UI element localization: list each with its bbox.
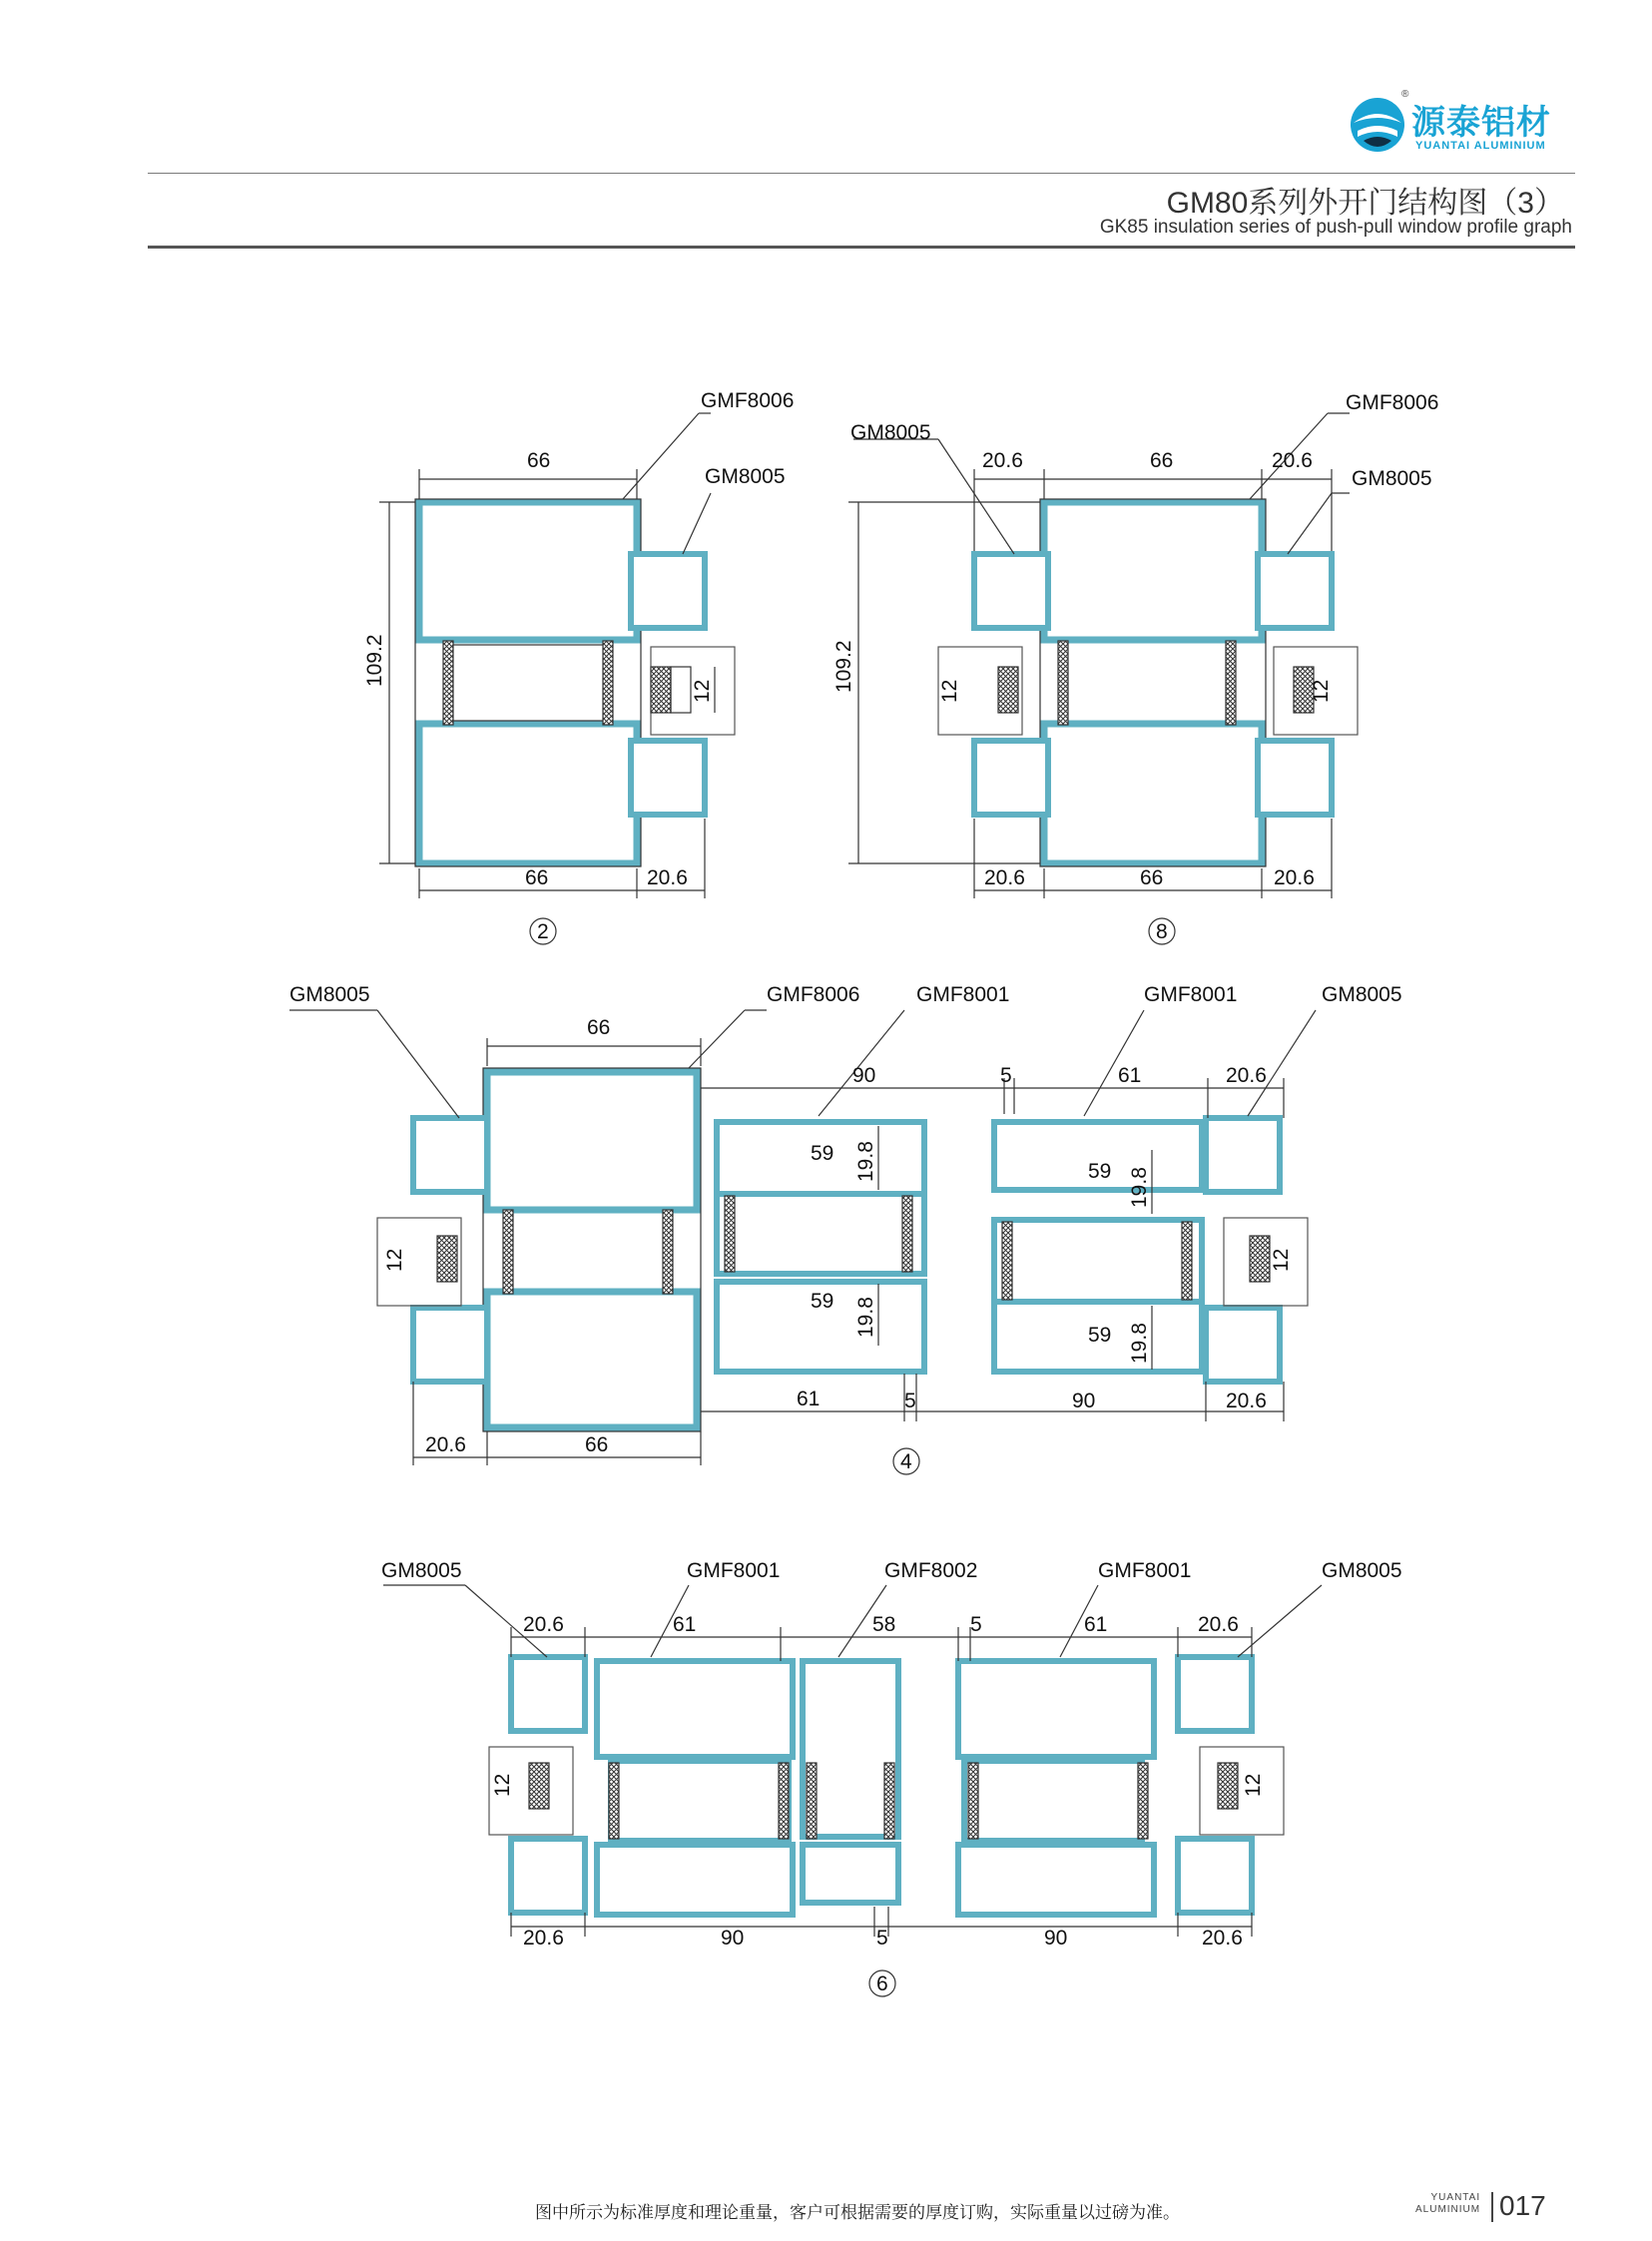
fig2-label-gm8005: GM8005 (705, 465, 786, 488)
registered-mark: ® (1401, 89, 1409, 100)
fig4-dim-bottom-206-left: 20.6 (425, 1433, 466, 1456)
fig4-dim-inner-198-a: 19.8 (854, 1141, 877, 1182)
fig4-label-gmf8001-a: GMF8001 (916, 983, 1010, 1006)
fig8-dim-top-width: 66 (1150, 449, 1174, 472)
side-profile-right-lower (1258, 741, 1332, 815)
fig8-number-badge (1149, 918, 1175, 944)
fig4-dim-glass-right: 12 (1270, 1248, 1293, 1272)
thermal-break-left (443, 641, 453, 725)
thermal-break-right (603, 641, 613, 725)
sash-middle (453, 645, 603, 721)
footer-brand-line1: YUANTAI (1430, 2192, 1481, 2203)
fig8-label-gm8005-left: GM8005 (850, 421, 931, 444)
right-glass-seal (1218, 1763, 1238, 1809)
fig2-number-badge (530, 918, 556, 944)
fig4-number: 4 (900, 1450, 912, 1473)
fig6-dim-bottom-206-right: 20.6 (1202, 1927, 1243, 1950)
fig2-dim-height: 109.2 (363, 634, 386, 687)
fig6-label-gmf8001-right: GMF8001 (1098, 1559, 1192, 1582)
thermal-break-left (1058, 641, 1068, 725)
left-break-a (503, 1210, 513, 1294)
center-break-a (807, 1763, 817, 1839)
brand-name-en: YUANTAI ALUMINIUM (1415, 140, 1546, 152)
thermal-break-right (1226, 641, 1236, 725)
fig2-dim-bottom-width: 66 (525, 866, 549, 889)
glass-pane (671, 667, 691, 713)
left-glass-seal (437, 1236, 457, 1282)
fig2-label-gmf8006: GMF8006 (701, 389, 795, 412)
fig8-dim-top-left: 20.6 (982, 449, 1023, 472)
fig4-label-gm8005-right: GM8005 (1322, 983, 1402, 1006)
right-side-lower (1178, 1839, 1252, 1913)
fig4-dim-glass-left: 12 (383, 1248, 406, 1272)
fig4-dim-bottom-66: 66 (585, 1433, 609, 1456)
fig6-label-gm8005-left: GM8005 (381, 1559, 462, 1582)
fig4-dim-bottom-90: 90 (1072, 1390, 1096, 1412)
fig6-number: 6 (876, 1972, 888, 1995)
fig8-dim-bottom-width: 66 (1140, 866, 1164, 889)
left-side-lower (511, 1839, 585, 1913)
page-title: GM80系列外开门结构图（3） (1166, 187, 1564, 220)
fig4-label-gmf8006: GMF8006 (767, 983, 860, 1006)
left-side-lower (413, 1308, 487, 1382)
fig8-dim-bottom-left: 20.6 (984, 866, 1025, 889)
fig6-label-gmf8002: GMF8002 (884, 1559, 978, 1582)
fig2-dim-glass: 12 (691, 679, 714, 703)
mullion-break-b (902, 1196, 912, 1272)
fig4-dim-top-206: 20.6 (1226, 1064, 1267, 1087)
left-break-a (609, 1763, 619, 1839)
left-sash-lower (487, 1292, 697, 1427)
fig6-dim-bottom-90-left: 90 (721, 1927, 745, 1950)
fig6-dim-bottom-5: 5 (876, 1927, 888, 1950)
fig2-number: 2 (537, 920, 549, 943)
fig4-dim-inner-198-d: 19.8 (1128, 1323, 1151, 1364)
footer-separator (1491, 2192, 1493, 2222)
side-profile-left-lower (974, 741, 1048, 815)
left-break-b (663, 1210, 673, 1294)
fig2-dim-bottom-side: 20.6 (647, 866, 688, 889)
fig2-dim-top-width: 66 (527, 449, 551, 472)
figure-6 (383, 1585, 1322, 1937)
side-profile-right-upper (1258, 554, 1332, 628)
page-subtitle: GK85 insulation series of push-pull window profile graph (1099, 217, 1572, 238)
mullion-break-c (1002, 1222, 1012, 1300)
fig4-dim-bottom-5: 5 (904, 1390, 916, 1412)
left-mullion-middle (611, 1761, 789, 1841)
fig6-dim-top-206-right: 20.6 (1198, 1613, 1239, 1636)
right-side-upper (1178, 1657, 1252, 1731)
right-side-upper (1206, 1118, 1280, 1192)
brand-name-cn: 源泰铝材 (1411, 103, 1551, 143)
fig8-label-gm8005-right: GM8005 (1352, 467, 1432, 490)
fig4-dim-top-90: 90 (852, 1064, 876, 1087)
fig4-label-gmf8001-b: GMF8001 (1144, 983, 1238, 1006)
mullion-b-middle (994, 1220, 1202, 1302)
fig4-dim-inner-198-c: 19.8 (854, 1297, 877, 1338)
left-side-upper (413, 1118, 487, 1192)
fig6-label-gmf8001-left: GMF8001 (687, 1559, 781, 1582)
sash-frame-lower (419, 724, 637, 863)
left-side-upper (511, 1657, 585, 1731)
right-mullion-upper (958, 1661, 1154, 1757)
fig4-label-gm8005-left: GM8005 (289, 983, 370, 1006)
glass-seal (651, 667, 671, 713)
fig6-dim-top-61-right: 61 (1084, 1613, 1108, 1636)
sash-frame-upper (419, 502, 637, 640)
left-mullion-lower (597, 1845, 793, 1915)
glass-seal-left (998, 667, 1018, 713)
fig8-label-gmf8006: GMF8006 (1346, 391, 1439, 414)
footer-brand-line2: ALUMINIUM (1415, 2204, 1481, 2215)
fig6-number-badge (869, 1970, 895, 1996)
fig8-number: 8 (1156, 920, 1168, 943)
fig8-dim-glass-right: 12 (1310, 679, 1333, 703)
fig4-dim-inner-59-a: 59 (811, 1142, 834, 1165)
right-mullion-lower (958, 1845, 1154, 1915)
sash-frame-upper (1044, 502, 1262, 640)
left-glass-seal (529, 1763, 549, 1809)
fig6-dim-top-58: 58 (872, 1613, 896, 1636)
side-profile-upper (631, 554, 705, 628)
fig4-dim-inner-59-c: 59 (811, 1290, 834, 1313)
fig8-dim-glass-left: 12 (938, 679, 961, 703)
figure-2 (379, 413, 735, 898)
fig6-dim-top-5: 5 (970, 1613, 982, 1636)
fig4-dim-top-61: 61 (1118, 1064, 1142, 1087)
footer-brand (1415, 2192, 1480, 2216)
fig4-dim-bottom-61: 61 (797, 1388, 821, 1410)
center-sash-lower (803, 1845, 898, 1903)
figure-8 (848, 413, 1358, 898)
fig4-number-badge (893, 1448, 919, 1474)
fig4-dim-bottom-206-right: 20.6 (1226, 1390, 1267, 1412)
mullion-a-middle (717, 1194, 924, 1274)
footer-note: 图中所示为标准厚度和理论重量，客户可根据需要的厚度订购，实际重量以过磅为准。 (535, 2203, 1180, 2223)
left-break-b (779, 1763, 789, 1839)
right-break-a (968, 1763, 978, 1839)
fig6-dim-glass-left: 12 (491, 1773, 514, 1797)
fig4-dim-top-5: 5 (1000, 1064, 1012, 1087)
side-profile-lower (631, 741, 705, 815)
fig6-dim-glass-right: 12 (1242, 1773, 1265, 1797)
sash-frame-lower (1044, 724, 1262, 863)
right-break-b (1138, 1763, 1148, 1839)
mullion-break-a (725, 1196, 735, 1272)
fig8-dim-bottom-right: 20.6 (1274, 866, 1315, 889)
left-mullion-upper (597, 1661, 793, 1757)
fig6-dim-top-61-left: 61 (673, 1613, 697, 1636)
fig4-dim-inner-198-b: 19.8 (1128, 1167, 1151, 1208)
right-glass-seal (1250, 1236, 1270, 1282)
right-side-lower (1206, 1308, 1280, 1382)
fig6-dim-top-206-left: 20.6 (523, 1613, 564, 1636)
fig8-dim-height: 109.2 (832, 640, 855, 693)
left-sash-upper (487, 1072, 697, 1210)
fig6-label-gm8005-right: GM8005 (1322, 1559, 1402, 1582)
fig4-dim-top-66: 66 (587, 1016, 611, 1039)
right-mullion-middle (964, 1761, 1142, 1841)
fig6-dim-bottom-206-left: 20.6 (523, 1927, 564, 1950)
fig4-dim-inner-59-b: 59 (1088, 1160, 1112, 1183)
side-profile-left-upper (974, 554, 1048, 628)
fig4-dim-inner-59-d: 59 (1088, 1324, 1112, 1347)
page-number: 017 (1499, 2190, 1546, 2221)
fig6-dim-bottom-90-right: 90 (1044, 1927, 1068, 1950)
fig8-dim-top-right: 20.6 (1272, 449, 1313, 472)
mullion-break-d (1182, 1222, 1192, 1300)
center-break-b (884, 1763, 894, 1839)
